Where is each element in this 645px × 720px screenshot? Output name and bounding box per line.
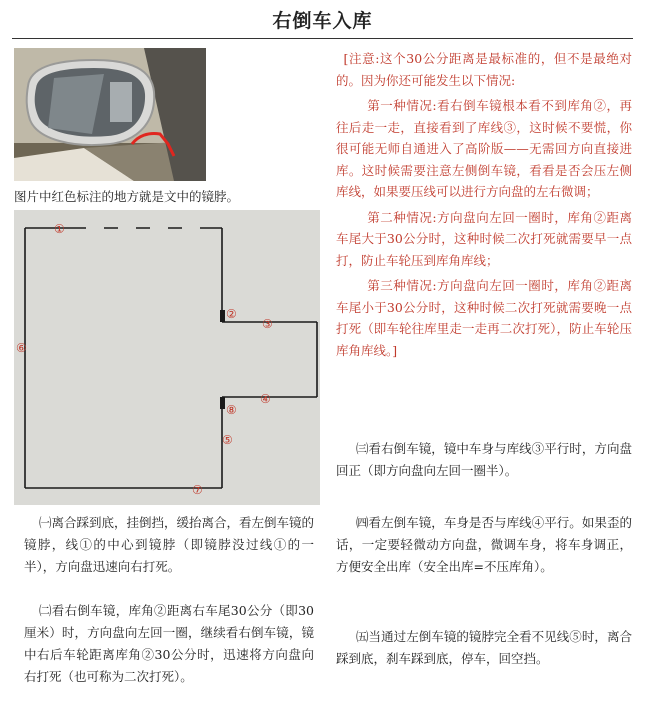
note-case-1: 第一种情况:看右倒车镜根本看不到库角②，再往后走一走，直接看到了库线③，这时候不要慌，你很可能无师自通进入了高阶版——无需回方向直接进库。这时候需要注意左侧倒车镜，看看是否会压左侧库线，如果要压线可以进行方向盘的左右微调；	[336, 98, 632, 199]
title-divider	[12, 38, 633, 39]
mirror-photo	[14, 48, 206, 181]
label-6: ⑥	[16, 341, 27, 355]
mirror-photo-illustration	[14, 48, 206, 181]
page-title: 右倒车入库	[272, 10, 373, 32]
note-case-3: 第三种情况:方向盘向左回一圈时，库角②距离车尾小于30公分时，这种时候二次打死就需要晚一点打死（即车轮往库里走一走再二次打死），防止车轮压库角库线。]	[336, 278, 632, 358]
corner-8-upper	[220, 310, 225, 322]
parking-diagram-svg	[14, 210, 320, 505]
step-3: ㈢看右倒车镜，镜中车身与库线③平行时，方向盘回正（即方向盘向左回一圈半）。	[336, 441, 632, 478]
label-5: ⑤	[222, 433, 233, 447]
photo-caption: 图片中红色标注的地方就是文中的镜脖。	[14, 189, 240, 204]
label-8: ⑧	[226, 403, 237, 417]
label-7: ⑦	[192, 483, 203, 497]
label-4: ④	[260, 392, 271, 406]
step-5: ㈤当通过左倒车镜的镜脖完全看不见线⑤时，离合踩到底，刹车踩到底，停车，回空挡。	[336, 629, 632, 666]
label-2: ②	[226, 307, 237, 321]
label-1: ①	[54, 222, 65, 236]
caution-note	[336, 48, 632, 365]
parking-diagram	[14, 210, 320, 505]
note-intro: [注意:这个30公分距离是最标准的，但不是最绝对的。因为你还可能发生以下情况:	[336, 51, 632, 88]
note-case-2: 第二种情况:方向盘向左回一圈时，库角②距离车尾大于30公分时，这种时候二次打死就需要早一点打，防止车轮压到库角库线；	[336, 209, 632, 268]
step-4: ㈣看左倒车镜，车身是否与库线④平行。如果歪的话，一定要轻微动方向盘，微调车身，将车身调正，方便安全出库（安全出库=不压库角）。	[336, 515, 632, 574]
step-2: ㈡看右倒车镜，库角②距离右车尾30公分（即30厘米）时，方向盘向左回一圈，继续看右倒车镜，镜中右后车轮距离库角②30公分时，迅速将方向盘向右打死（也可称为二次打死）。	[24, 603, 314, 684]
step-1: ㈠离合踩到底，挂倒挡，缓抬离合，看左倒车镜的镜脖，线①的中心到镜脖（即镜脖没过线①的一半），方向盘迅速向右打死。	[24, 515, 315, 574]
label-3: ③	[262, 317, 273, 331]
